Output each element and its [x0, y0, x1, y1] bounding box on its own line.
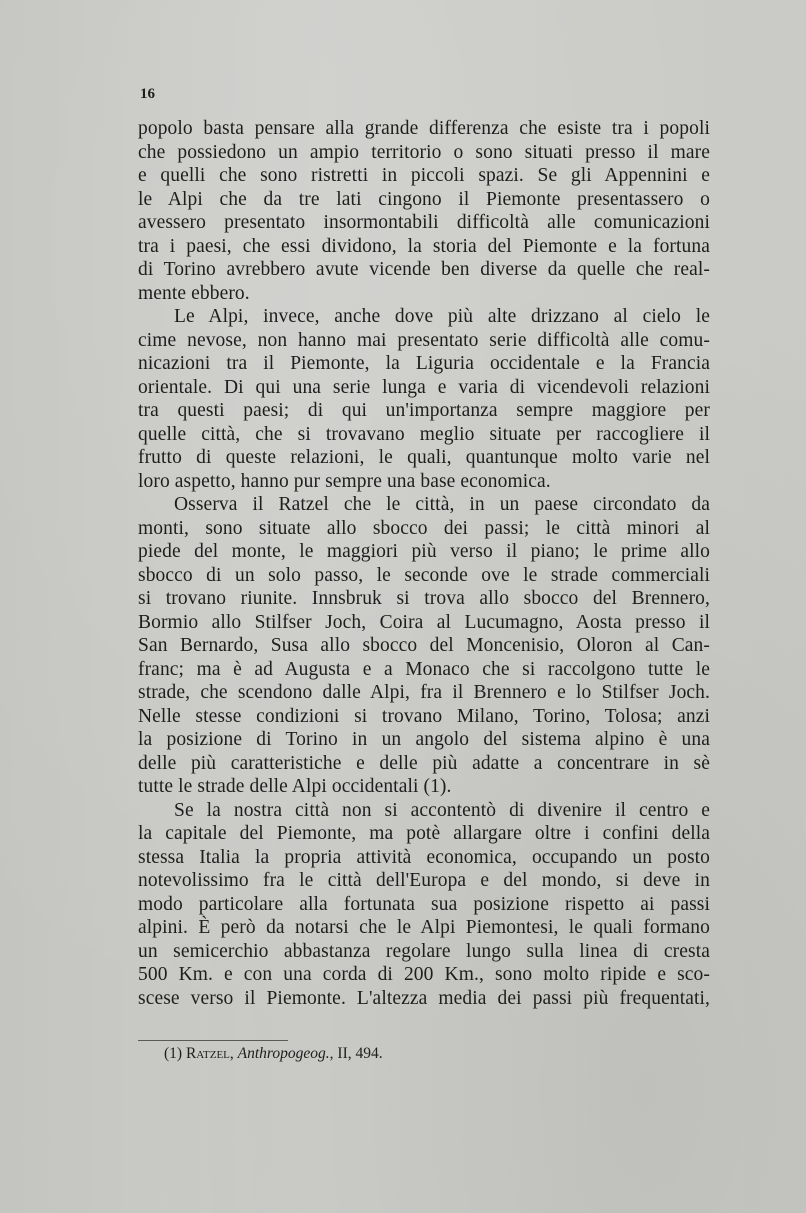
footnote-work: Anthropogeog.: [237, 1045, 330, 1062]
text-line: la posizione di Torino in un angolo del sistema alpino è una: [138, 729, 710, 750]
text-line: tutte le strade delle Alpi occidentali (1).: [138, 776, 452, 797]
text-line: un semicerchio abbastanza regolare lungo sulla linea di cresta: [138, 940, 710, 962]
text-line: stessa Italia la propria attività economica, occupando un posto: [138, 846, 710, 868]
page-number: 16: [140, 86, 155, 102]
text-line: avessero presentato insormontabili difficoltà alle comunicazioni: [138, 212, 710, 233]
text-line: Se la nostra città non si accontentò di divenire il centro e: [174, 799, 710, 821]
text-line: di Torino avrebbero avute vicende ben diverse da quelle che real-: [138, 259, 710, 280]
text-line: Le Alpi, invece, anche dove più alte drizzano al cielo le: [174, 306, 710, 327]
text-line: si trovano riunite. Innsbruk si trova allo sbocco del Brennero,: [138, 588, 710, 609]
body-text: [138, 117, 710, 1010]
footnote-marker: (1): [164, 1045, 183, 1062]
text-line: e quelli che sono ristretti in piccoli spazi. Se gli Appennini e: [138, 165, 710, 186]
text-line: franc; ma è ad Augusta e a Monaco che si raccolgono tutte le: [138, 658, 710, 680]
text-line: mente ebbero.: [138, 282, 250, 304]
text-line: alpini. È però da notarsi che le Alpi Piemontesi, le quali formano: [138, 917, 710, 938]
text-line: San Bernardo, Susa allo sbocco del Moncenisio, Oloron al Can-: [138, 635, 710, 656]
text-line: le Alpi che da tre lati cingono il Piemonte presentassero o: [138, 188, 710, 210]
text-line: delle più caratteristiche e delle più adatte a concentrare in sè: [138, 752, 710, 774]
text-line: frutto di queste relazioni, le quali, quantunque molto varie nel: [138, 447, 710, 468]
text-line: tra questi paesi; di qui un'importanza sempre maggiore per: [138, 400, 710, 421]
text-line: sbocco di un solo passo, le seconde ove le strade commerciali: [138, 564, 710, 586]
text-line: notevolissimo fra le città dell'Europa e del mondo, si deve in: [138, 870, 710, 891]
footnote: (1) Ratzel, Anthropogeog., II, 494.: [164, 1045, 383, 1062]
text-line: tra i paesi, che essi dividono, la storia del Piemonte e la fortuna: [138, 235, 710, 257]
text-line: strade, che scendono dalle Alpi, fra il Brennero e lo Stilfser Joch.: [138, 682, 710, 703]
text-line: nicazioni tra il Piemonte, la Liguria occidentale e la Francia: [138, 353, 710, 374]
text-line: la capitale del Piemonte, ma potè allargare oltre i confini della: [138, 823, 710, 844]
footnote-author: Ratzel: [185, 1045, 230, 1062]
footnote-divider: [138, 1040, 288, 1041]
text-line: piede del monte, le maggiori più verso il piano; le prime allo: [138, 541, 710, 562]
text-line: quelle città, che si trovavano meglio situate per raccogliere il: [138, 423, 710, 445]
text-line: scese verso il Piemonte. L'altezza media dei passi più frequentati,: [138, 987, 710, 1009]
text-line: orientale. Di qui una serie lunga e varia di vicendevoli relazioni: [138, 376, 710, 398]
text-line: Nelle stesse condizioni si trovano Milano, Torino, Tolosa; anzi: [138, 705, 710, 727]
text-line: Bormio allo Stilfser Joch, Coira al Lucumagno, Aosta presso il: [138, 611, 710, 633]
footnote-ref: II, 494.: [337, 1045, 383, 1062]
text-line: popolo basta pensare alla grande differenza che esiste tra i popoli: [138, 118, 710, 139]
text-line: Osserva il Ratzel che le città, in un paese circondato da: [174, 494, 710, 515]
text-line: monti, sono situate allo sbocco dei passi; le città minori al: [138, 517, 710, 539]
text-line: loro aspetto, hanno pur sempre una base economica.: [138, 470, 551, 492]
text-line: 500 Km. e con una corda di 200 Km., sono molto ripide e sco-: [138, 964, 710, 985]
text-line: modo particolare alla fortunata sua posizione rispetto ai passi: [138, 893, 710, 915]
text-line: cime nevose, non hanno mai presentato serie difficoltà alle comu-: [138, 329, 710, 351]
text-line: che possiedono un ampio territorio o sono situati presso il mare: [138, 141, 710, 163]
